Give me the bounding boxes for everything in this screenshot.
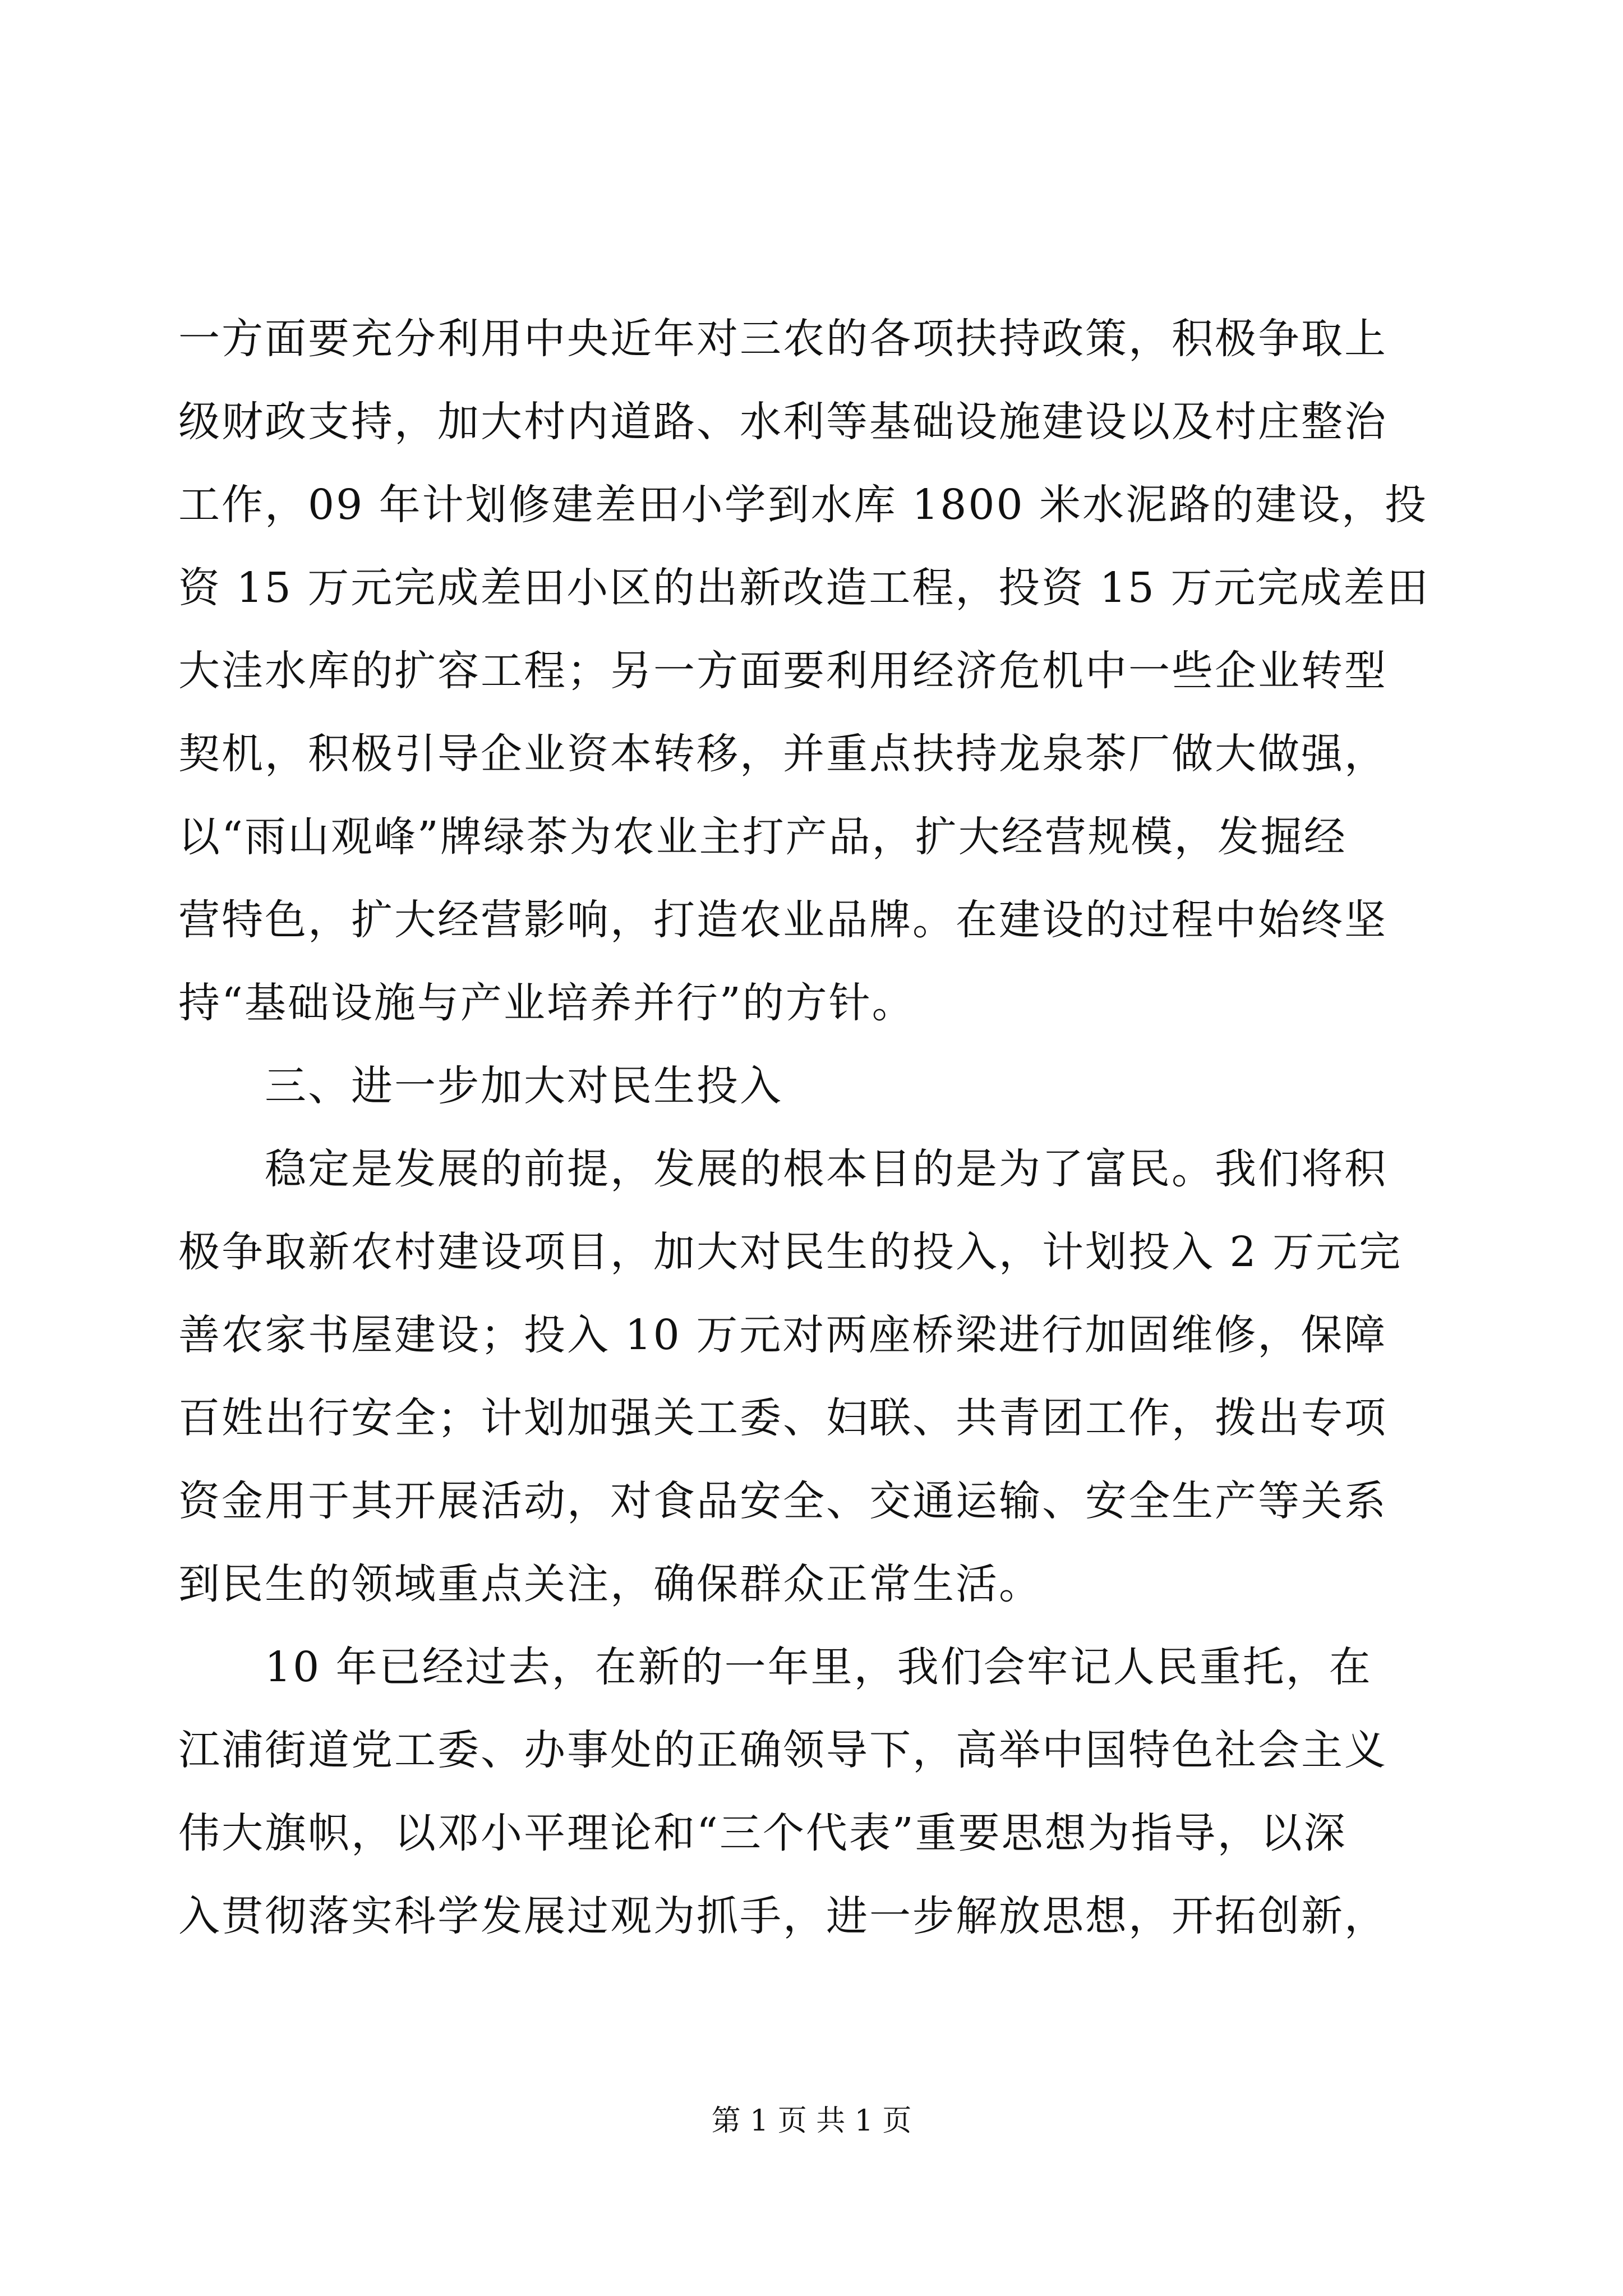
text-line: 资 15 万元完成差田小区的出新改造工程，投资 15 万元完成差田 [178,564,1430,612]
text-line: 契机，积极引导企业资本转移，并重点扶持龙泉茶厂做大做强， [178,730,1387,778]
text-line: 到民生的领域重点关注，确保群众正常生活。 [178,1560,1042,1608]
text-line: 极争取新农村建设项目，加大对民生的投入，计划投入 2 万元完 [178,1228,1403,1276]
text-line: 稳定是发展的前提，发展的根本目的是为了富民。我们将积 [265,1145,1387,1193]
text-line: 10 年已经过去，在新的一年里，我们会牢记人民重托，在 [265,1643,1372,1691]
section-heading [178,1045,1435,1128]
text-line: 江浦街道党工委、办事处的正确领导下，高举中国特色社会主义 [178,1726,1387,1774]
section-heading-text: 三、进一步加大对民生投入 [265,1062,783,1110]
page-number: 第 1 页 共 1 页 [711,2104,912,2138]
text-line: 大洼水库的扩容工程；另一方面要利用经济危机中一些企业转型 [178,647,1387,695]
text-line: 持“基础设施与产业培养并行”的方针。 [178,979,915,1027]
text-line: 入贯彻落实科学发展过观为抓手，进一步解放思想，开拓创新， [178,1892,1387,1940]
page-footer [0,2097,1623,2139]
text-line: 伟大旗帜，以邓小平理论和“三个代表”重要思想为指导，以深 [178,1809,1347,1857]
paragraph-projects [178,297,1435,1045]
text-line: 百姓出行安全；计划加强关工委、妇联、共青团工作，拨出专项 [178,1394,1387,1442]
text-line: 级财政支持，加大村内道路、水利等基础设施建设以及村庄整治 [178,398,1387,446]
text-line: 善农家书屋建设；投入 10 万元对两座桥梁进行加固维修，保障 [178,1311,1387,1359]
paragraph-livelihood [178,1128,1435,1626]
text-line: 资金用于其开展活动，对食品安全、交通运输、安全生产等关系 [178,1477,1387,1525]
text-line: 一方面要充分利用中央近年对三农的各项扶持政策，积极争取上 [178,315,1387,363]
paragraph-conclusion [178,1626,1435,1958]
text-line: 营特色，扩大经营影响，打造农业品牌。在建设的过程中始终坚 [178,896,1387,944]
text-line: 以“雨山观峰”牌绿茶为农业主打产品，扩大经营规模，发掘经 [178,813,1347,861]
text-line: 工作，09 年计划修建差田小学到水库 1800 米水泥路的建设，投 [178,481,1428,529]
body-text [178,297,1435,1958]
